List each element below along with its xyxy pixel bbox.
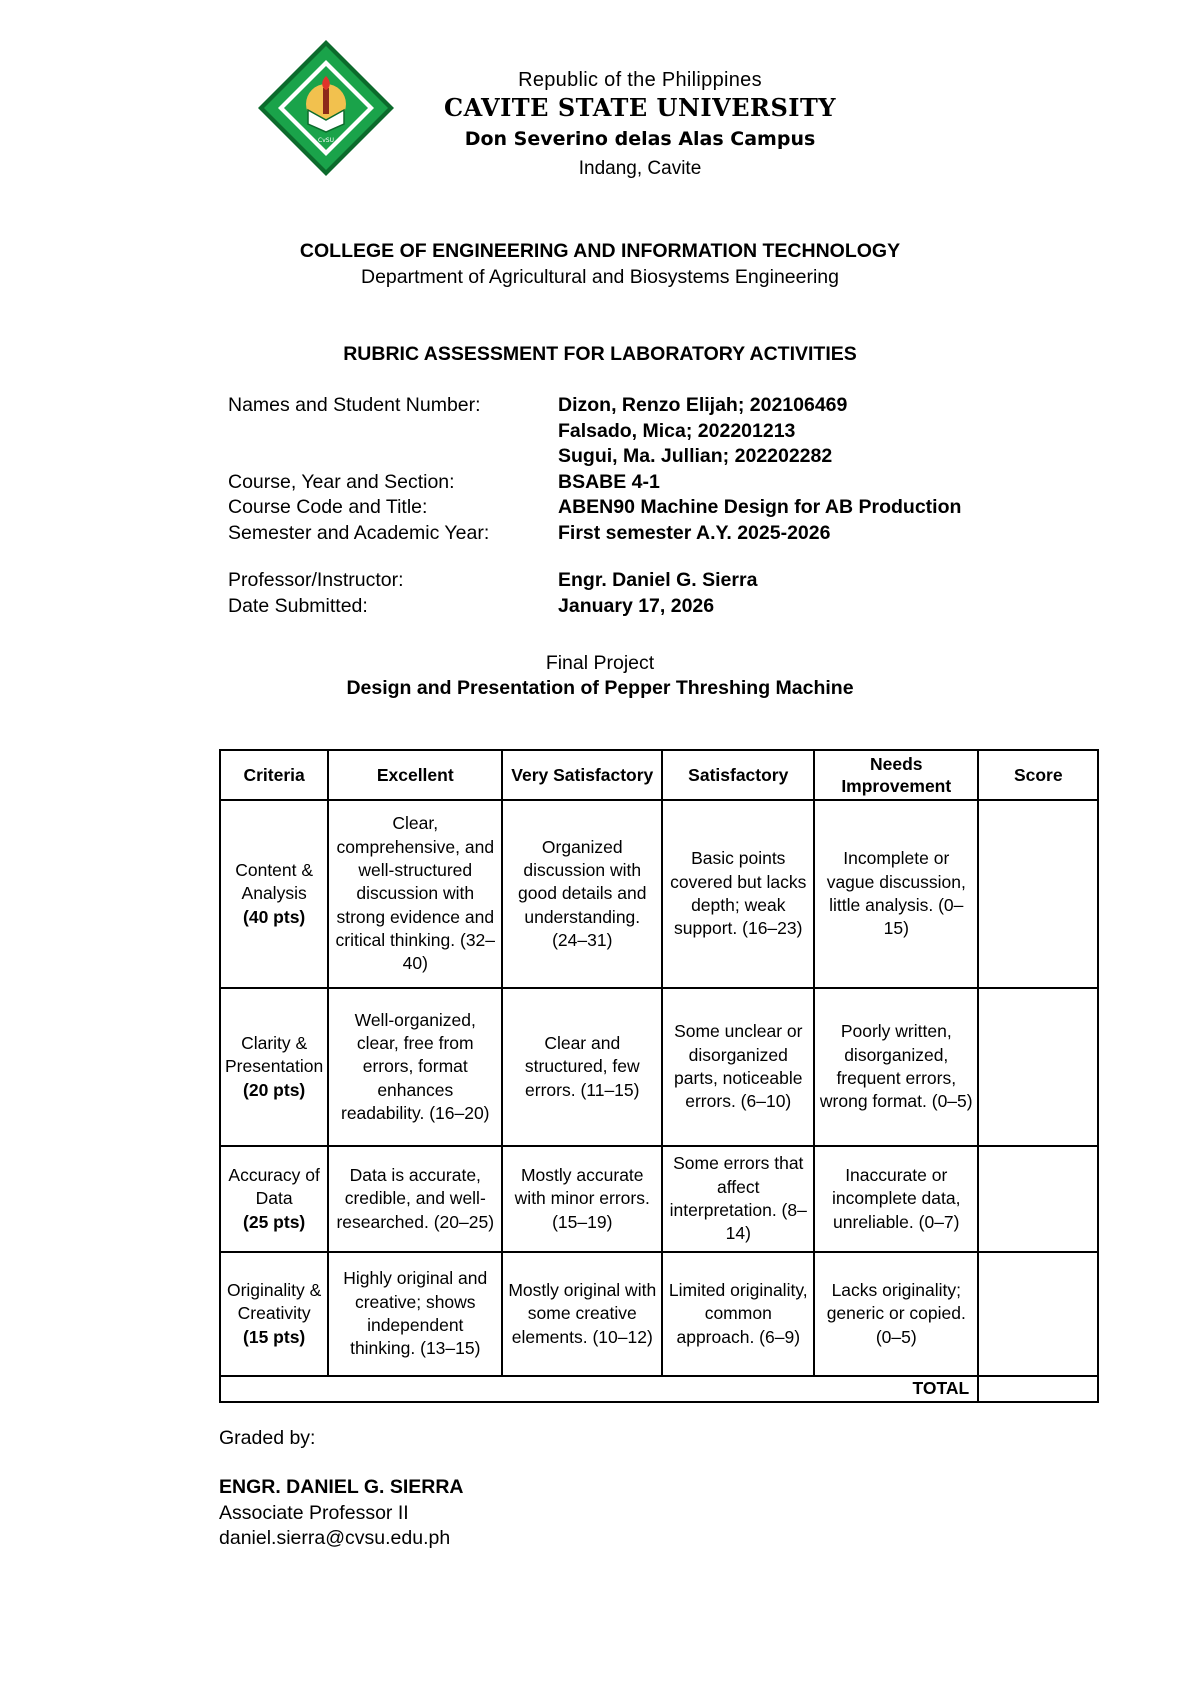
total-row — [220, 1376, 1098, 1402]
column-header: Needs Improvement — [814, 750, 978, 800]
very-satisfactory-cell: Mostly accurate with minor errors. (15–19) — [502, 1146, 662, 1252]
very-satisfactory-cell: Organized discussion with good details and understanding. (24–31) — [502, 800, 662, 988]
table-header-row — [220, 750, 1098, 800]
professor-value: Engr. Daniel G. Sierra — [558, 569, 758, 591]
code-label: Course Code and Title: — [228, 496, 428, 518]
university-seal-icon — [256, 38, 396, 178]
table-row — [220, 988, 1098, 1146]
semester-value: First semester A.Y. 2025-2026 — [558, 521, 831, 544]
criteria-name: Accuracy of Data — [228, 1165, 320, 1209]
date-value: January 17, 2026 — [558, 594, 715, 617]
satisfactory-cell: Limited originality, common approach. (6–9) — [662, 1252, 814, 1376]
course-value: BSABE 4-1 — [558, 470, 660, 493]
score-cell[interactable] — [978, 1146, 1098, 1252]
criteria-name: Originality & Creativity — [226, 1280, 322, 1324]
criteria-cell — [220, 988, 328, 1146]
course-label: Course, Year and Section: — [228, 470, 455, 493]
criteria-cell — [220, 1252, 328, 1376]
needs-improvement-cell: Lacks originality; generic or copied. (0–5) — [814, 1252, 978, 1376]
needs-improvement-cell: Inaccurate or incomplete data, unreliable. (0–7) — [814, 1146, 978, 1252]
student-name: Sugui, Ma. Jullian; 202202282 — [558, 445, 833, 467]
project-label: Final Project — [545, 652, 655, 674]
grader-email[interactable]: daniel.sierra@cvsu.edu.ph — [219, 1527, 451, 1549]
student-name: Dizon, Renzo Elijah; 202106469 — [558, 394, 848, 416]
table-row — [220, 800, 1098, 988]
excellent-cell: Data is accurate, credible, and well-researched. (20–25) — [328, 1146, 502, 1252]
criteria-name: Clarity & Presentation — [225, 1033, 324, 1077]
criteria-cell — [220, 800, 328, 988]
criteria-points: (15 pts) — [243, 1326, 306, 1347]
excellent-cell: Clear, comprehensive, and well-structured discussion with strong evidence and critical thinking. (32–40) — [328, 800, 502, 988]
campus-name: Don Severino delas Alas Campus — [464, 128, 816, 150]
table-row — [220, 1146, 1098, 1252]
very-satisfactory-cell: Mostly original with some creative elements. (10–12) — [502, 1252, 662, 1376]
college-name: COLLEGE OF ENGINEERING AND INFORMATION TECHNOLOGY — [299, 240, 901, 262]
grader-title: Associate Professor II — [219, 1502, 409, 1524]
campus-location: Indang, Cavite — [578, 158, 702, 179]
criteria-points: (40 pts) — [243, 906, 306, 927]
table-row — [220, 1252, 1098, 1376]
total-label: TOTAL — [220, 1376, 978, 1402]
criteria-cell — [220, 1146, 328, 1252]
criteria-points: (20 pts) — [243, 1079, 306, 1100]
department-name: Department of Agricultural and Biosystems Engineering — [361, 266, 839, 288]
republic-text: Republic of the Philippines — [518, 69, 762, 91]
project-title: Design and Presentation of Pepper Threshing Machine — [346, 677, 854, 699]
score-cell[interactable] — [978, 800, 1098, 988]
university-name: CAVITE STATE UNIVERSITY — [443, 93, 837, 122]
student-name: Falsado, Mica; 202201213 — [558, 419, 796, 442]
score-cell[interactable] — [978, 988, 1098, 1146]
column-header: Criteria — [220, 750, 328, 800]
column-header: Score — [978, 750, 1098, 800]
criteria-name: Content & Analysis — [235, 860, 314, 904]
excellent-cell: Well-organized, clear, free from errors, format enhances readability. (16–20) — [328, 988, 502, 1146]
graded-by-label: Graded by: — [219, 1427, 316, 1449]
column-header: Satisfactory — [662, 750, 814, 800]
needs-improvement-cell: Incomplete or vague discussion, little analysis. (0–15) — [814, 800, 978, 988]
code-value: ABEN90 Machine Design for AB Production — [558, 496, 962, 518]
grader-name: ENGR. DANIEL G. SIERRA — [219, 1476, 464, 1498]
svg-text:CvSU: CvSU — [318, 137, 334, 144]
student-info — [228, 393, 961, 619]
date-label: Date Submitted: — [228, 594, 368, 617]
rubric-table — [219, 749, 1099, 1403]
score-cell[interactable] — [978, 1252, 1098, 1376]
needs-improvement-cell: Poorly written, disorganized, frequent errors, wrong format. (0–5) — [814, 988, 978, 1146]
professor-label: Professor/Instructor: — [228, 569, 404, 591]
satisfactory-cell: Some errors that affect interpretation. (8–14) — [662, 1146, 814, 1252]
semester-label: Semester and Academic Year: — [228, 521, 490, 544]
rubric-title: RUBRIC ASSESSMENT FOR LABORATORY ACTIVITIES — [343, 343, 857, 365]
very-satisfactory-cell: Clear and structured, few errors. (11–15) — [502, 988, 662, 1146]
names-label: Names and Student Number: — [228, 394, 481, 416]
excellent-cell: Highly original and creative; shows independent thinking. (13–15) — [328, 1252, 502, 1376]
letterhead — [400, 68, 880, 184]
criteria-points: (25 pts) — [243, 1211, 306, 1232]
satisfactory-cell: Basic points covered but lacks depth; weak support. (16–23) — [662, 800, 814, 988]
column-header: Excellent — [328, 750, 502, 800]
total-score-cell[interactable] — [978, 1376, 1098, 1402]
column-header: Very Satisfactory — [502, 750, 662, 800]
satisfactory-cell: Some unclear or disorganized parts, noticeable errors. (6–10) — [662, 988, 814, 1146]
